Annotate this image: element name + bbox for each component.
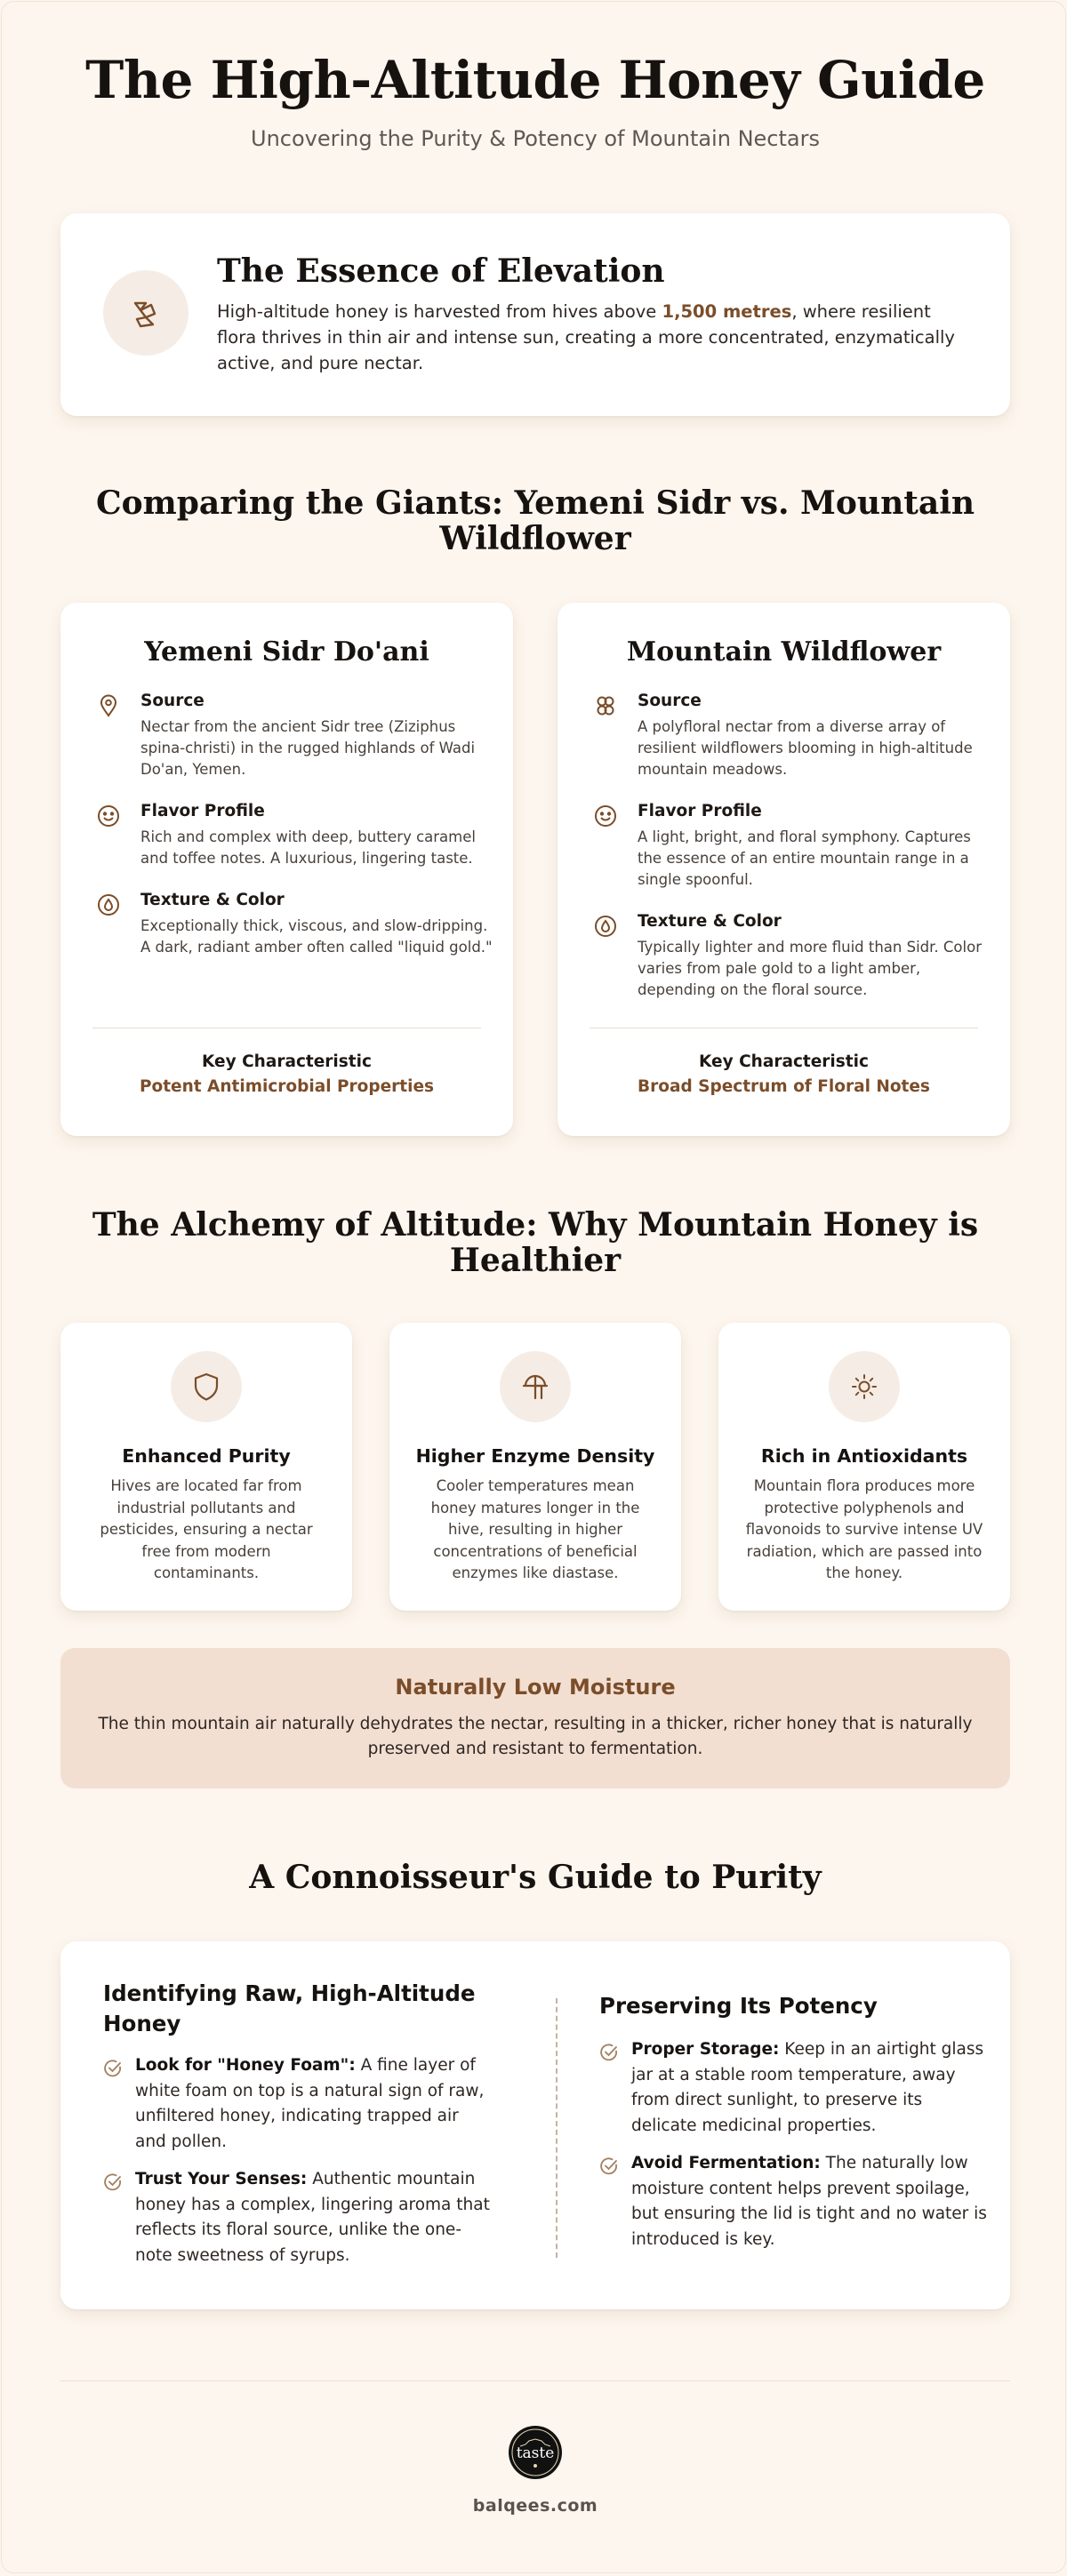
check-circle-icon (599, 2043, 619, 2062)
footer-divider (60, 2380, 1010, 2381)
identify-column-title: Identifying Raw, High-Altitude Honey (103, 1980, 476, 2036)
column-divider (556, 1998, 558, 2258)
intro-icon-circle (103, 270, 189, 356)
preserve-column-title: Preserving Its Potency (599, 1993, 878, 2019)
wildflower-card: Mountain Wildflower Source A polyfloral nectar from a diverse array of resilient wildflowers blooming in high-altitude mountain meadows. Flavor Profile A light, bright, and floral symphony. Captures the essence of an entire mountain range in a single spoonful. Texture & Color Typically lighter and more fluid than Sidr. Color varies from pale gold to a light amber, depending on the floral source. Key Characteristic Broad Spectrum of Floral Notes (558, 603, 1010, 1136)
flower-icon (593, 693, 618, 718)
sun-icon (848, 1371, 880, 1403)
drop-icon (96, 892, 121, 917)
key-characteristic-value: Broad Spectrum of Floral Notes (638, 1077, 930, 1096)
guide-card: Identifying Raw, High-Altitude Honey Look for "Honey Foam": A fine layer of white foam on top is a natural sign of raw, unfiltered honey, indicating trapped air and pollen. Trust Your Senses: Authentic mountain honey has a complex, lingering aroma that reflects its floral source, unlike the one-note sweetness of syrups. Preserving Its Potency Proper Storage: Keep in an airtight glass jar at a stable room temperature, away from direct sunlight, to preserve its delicate medicinal properties. Avoid Fermentation: The naturally low moisture content helps prevent spoilage, but ensuring the lid is tight and no water is introduced is key. (60, 1941, 1010, 2309)
wildflower-card-title: Mountain Wildflower (626, 636, 942, 668)
intro-card (60, 213, 1010, 416)
footer-website[interactable]: balqees.com (472, 2496, 598, 2516)
intro-text: High-altitude honey is harvested from hives above 1,500 metres, where resilient flora thrives in thin air and intense sun, creating a more concentrated, enzymatically active, and pure nectar. (217, 301, 955, 373)
check-circle-icon (599, 2156, 619, 2176)
check-circle-icon (103, 2172, 123, 2192)
moisture-panel (60, 1648, 1010, 1788)
taste-award-badge-icon (508, 2425, 563, 2480)
intro-title: The Essence of Elevation (217, 252, 665, 290)
sidr-card: Yemeni Sidr Do'ani Source Nectar from the ancient Sidr tree (Ziziphus spina-christi) in the rugged highlands of Wadi Do'an, Yemen. Flavor Profile Rich and complex with deep, buttery caramel and toffee notes. A luxurious, lingering taste. Texture & Color Exceptionally thick, viscous, and slow-dripping. A dark, radiant amber often called "liquid gold." Key Characteristic Potent Antimicrobial Properties (60, 603, 513, 1136)
benefit-icon-circle (829, 1351, 900, 1422)
benefit-card-purity: Enhanced Purity Hives are located far from industrial pollutants and pesticides, ensuring a nectar free from modern contaminants. (60, 1323, 352, 1611)
honeycomb-icon (128, 295, 164, 331)
benefit-icon-circle (171, 1351, 242, 1422)
key-characteristic-value: Potent Antimicrobial Properties (139, 1077, 435, 1096)
page-title: The High-Altitude Honey Guide (85, 50, 985, 110)
location-pin-icon (96, 693, 121, 718)
smiley-face-icon (96, 804, 121, 828)
enzyme-icon (519, 1371, 551, 1403)
moisture-title: Naturally Low Moisture (395, 1675, 676, 1700)
benefit-card-enzymes: Higher Enzyme Density Cooler temperatures mean honey matures longer in the hive, resulting in higher concentrations of beneficial enzymes like diastase. (389, 1323, 681, 1611)
sidr-card-title: Yemeni Sidr Do'ani (144, 636, 429, 668)
page (2, 2, 1065, 2572)
benefit-icon-circle (500, 1351, 571, 1422)
moisture-text: The thin mountain air naturally dehydrates the nectar, resulting in a thicker, richer honey that is naturally preserved and resistant to fermentation. (98, 1715, 973, 1758)
altitude-highlight: 1,500 metres (662, 301, 792, 322)
check-circle-icon (103, 2059, 123, 2078)
benefit-card-antioxidants: Rich in Antioxidants Mountain flora produces more protective polyphenols and flavonoids to survive intense UV radiation, which are passed into the honey. (718, 1323, 1010, 1611)
comparison-title: Comparing the Giants: Yemeni Sidr vs. Mountain Wildflower (95, 484, 975, 557)
svg-text:taste: taste (516, 2444, 555, 2462)
drop-icon (593, 914, 618, 939)
shield-icon (190, 1371, 222, 1403)
page-subtitle: Uncovering the Purity & Potency of Mountain Nectars (251, 126, 820, 151)
key-characteristic-label: Key Characteristic (699, 1052, 869, 1071)
key-characteristic-label: Key Characteristic (202, 1052, 372, 1071)
alchemy-title: The Alchemy of Altitude: Why Mountain Honey is Healthier (92, 1206, 979, 1279)
smiley-face-icon (593, 804, 618, 828)
guide-title: A Connoisseur's Guide to Purity (249, 1859, 822, 1896)
